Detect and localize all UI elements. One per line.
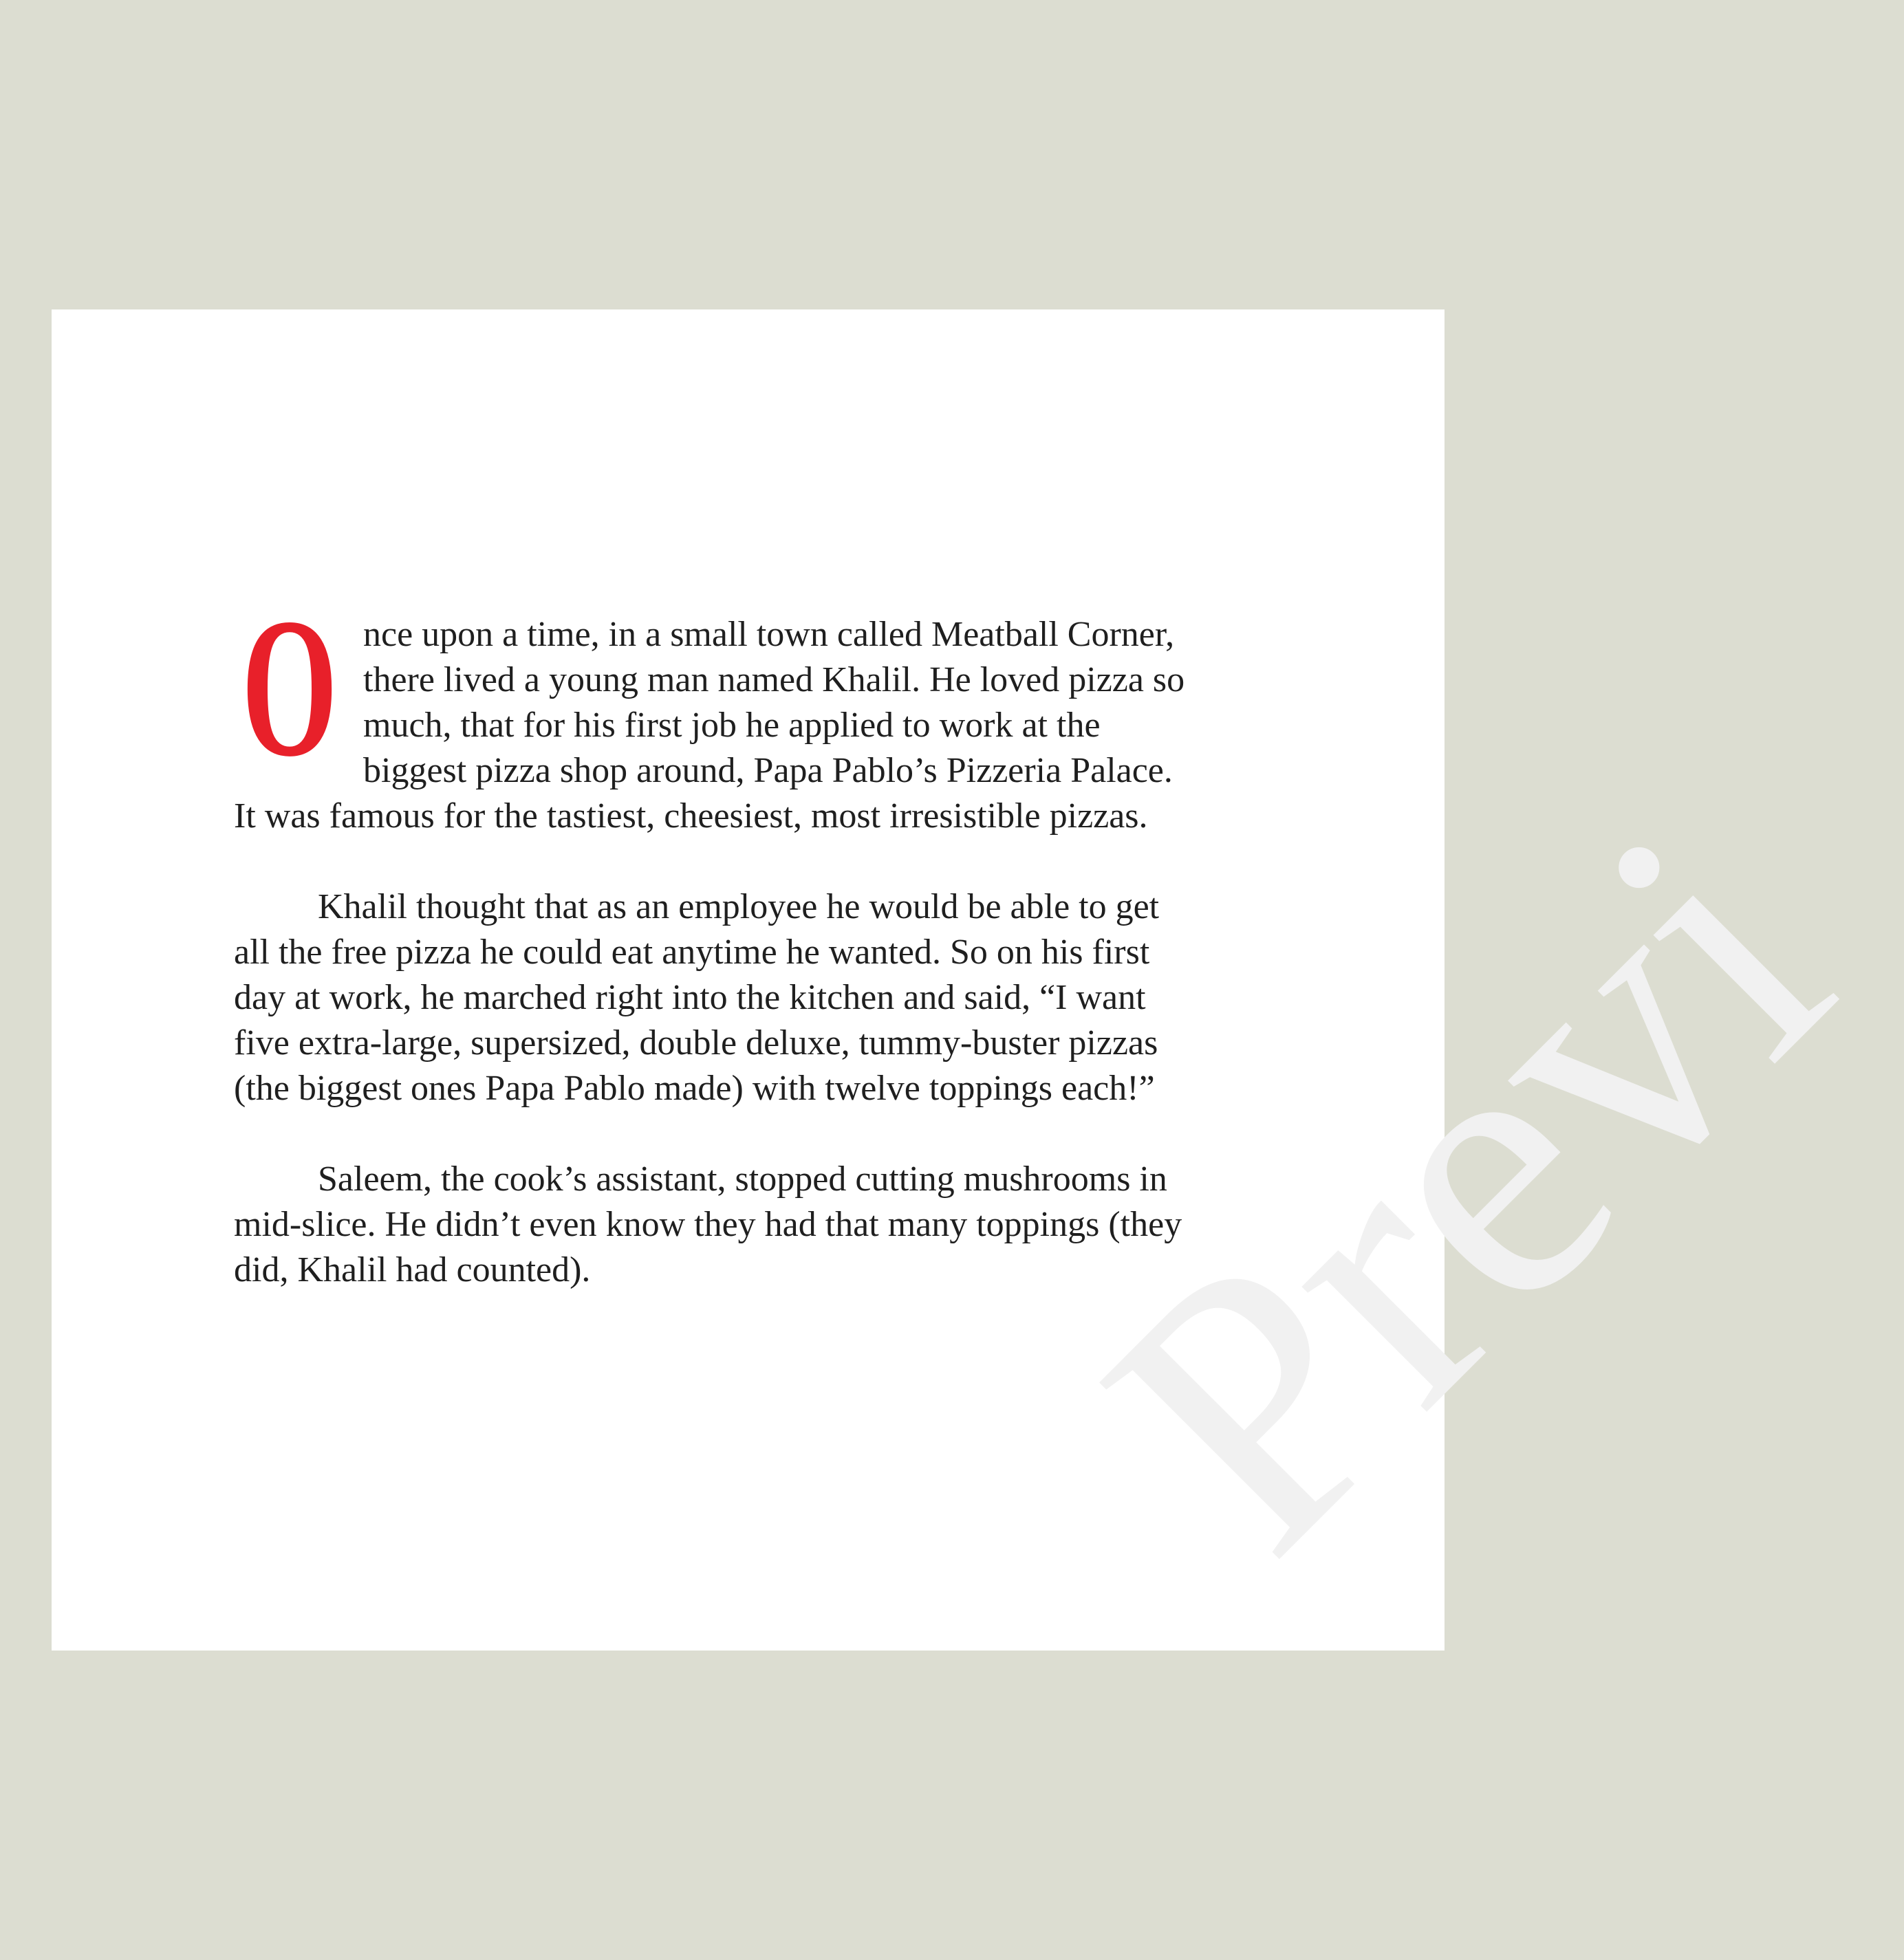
story-paragraph-1 (234, 577, 1197, 839)
book-page (52, 309, 1904, 1651)
paragraph-1-text: nce upon a time, in a small town called Meatball Corner, there lived a young man named Khalil. He loved pizza so much, that for his first job he applied to work at the biggest pizza shop around, Papa Pablo’s Pizzeria Palace. It was famous for the tastiest, cheesiest, most irresistible pizzas. (234, 615, 1185, 836)
story-paragraph-2: Khalil thought that as an employee he would be able to get all the free pizza he could eat anytime he wanted. So on his first day at work, he marched right into the kitchen and said, “I want five extra-large, supersized, double deluxe, tummy-buster pizzas (the biggest ones Papa Pablo made) with twelve toppings each!” (234, 887, 1160, 1108)
story-text (234, 577, 1197, 1338)
drop-cap (234, 577, 345, 798)
story-paragraph-3: Saleem, the cook’s assistant, stopped cutting mushrooms in mid-slice. He didn’t even know they had that many toppings (they did, Khalil had counted). (234, 1159, 1182, 1289)
preview-watermark: Previ (1027, 751, 1904, 1629)
drop-cap-letter: O (241, 577, 338, 798)
